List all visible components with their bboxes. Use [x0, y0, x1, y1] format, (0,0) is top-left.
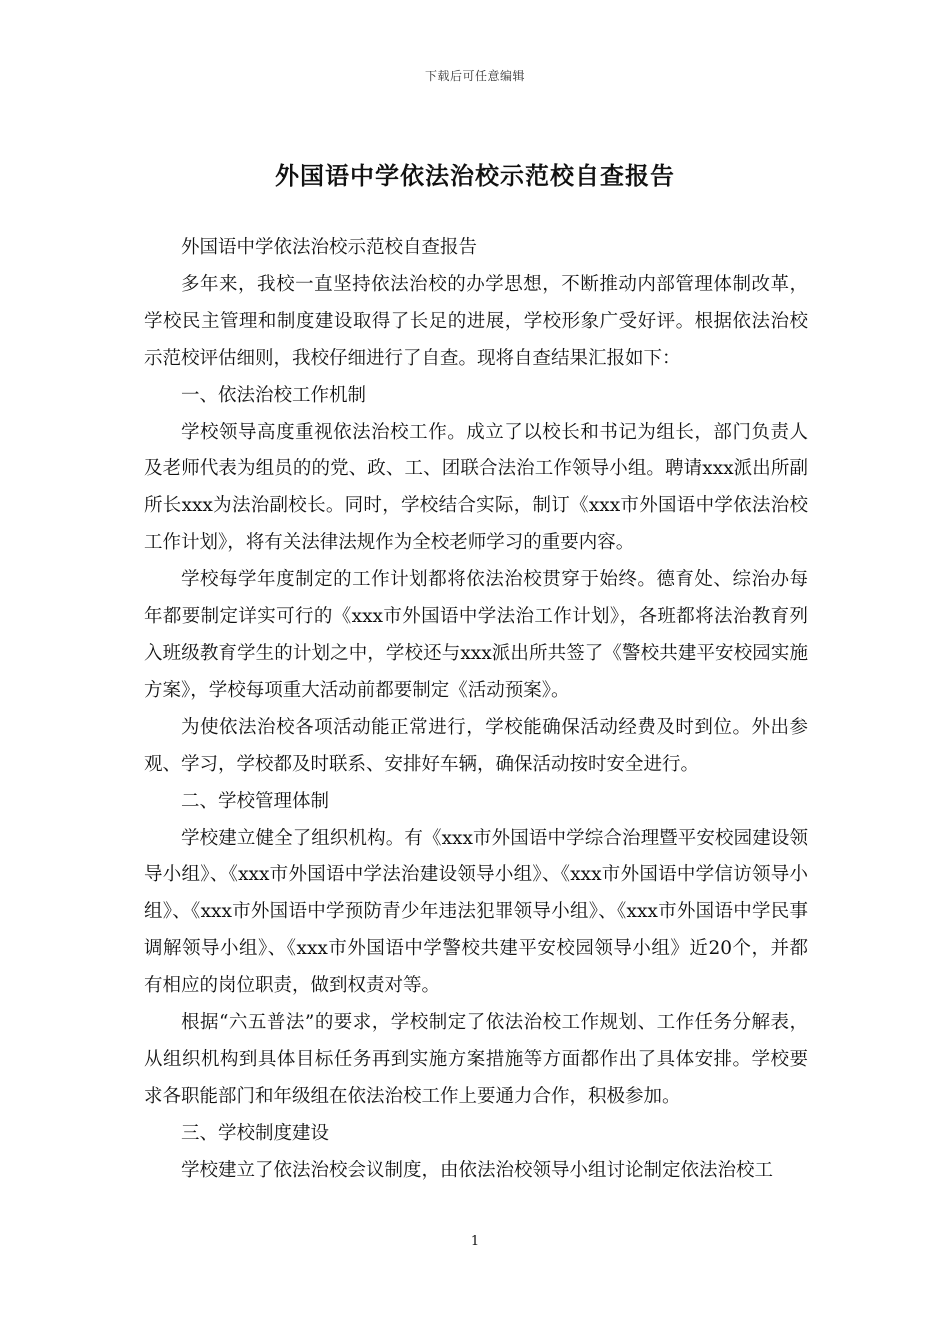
section-heading-2: 二、学校管理体制 [181, 790, 330, 812]
paragraph: 学校建立了依法治校会议制度，由依法治校领导小组讨论制定依法治校工 [181, 1159, 774, 1181]
document-title: 外国语中学依法治校示范校自查报告 [275, 161, 675, 190]
paragraph: 学校每学年度制定的工作计划都将依法治校贯穿于始终。德育处、综治办每年都要制定详实可行的《xxx市外国语中学法治工作计划》，各班都将法治教育列入班级教育学生的计划之中，学校还与xxx派出所共签了《警校共建平安校园实施方案》，学校每项重大活动前都要制定《活动预案》。 [144, 569, 808, 701]
paragraph-subtitle: 外国语中学依法治校示范校自查报告 [181, 237, 478, 258]
paragraph-intro: 多年来，我校一直坚持依法治校的办学思想，不断推动内部管理体制改革，学校民主管理和制度建设取得了长足的进展，学校形象广受好评。根据依法治校示范校评估细则，我校仔细进行了自查。现将自查结果汇报如下： [144, 273, 808, 369]
document-body [144, 230, 808, 1190]
paragraph: 学校建立健全了组织机构。有《xxx市外国语中学综合治理暨平安校园建设领导小组》、《xxx市外国语中学法治建设领导小组》、《xxx市外国语中学信访领导小组》、《xxx市外国语中学预防青少年违法犯罪领导小组》、《xxx市外国语中学民事调解领导小组》、《xxx市外国语中学警校共建平安校园领导小组》近20个，并都有相应的岗位职责，做到权责对等。 [144, 827, 808, 997]
paragraph: 学校领导高度重视依法治校工作。成立了以校长和书记为组长，部门负责人及老师代表为组员的的党、政、工、团联合法治工作领导小组。聘请xxx派出所副所长xxx为法治副校长。同时，学校结合实际，制订《xxx市外国语中学依法治校工作计划》，将有关法律法规作为全校老师学习的重要内容。 [144, 421, 808, 554]
paragraph: 根据“六五普法”的要求，学校制定了依法治校工作规划、工作任务分解表，从组织机构到具体目标任务再到实施方案措施等方面都作出了具体安排。学校要求各职能部门和年级组在依法治校工作上要通力合作，积极参加。 [144, 1012, 808, 1107]
header-note: 下载后可任意编辑 [424, 69, 525, 83]
section-heading-3: 三、学校制度建设 [181, 1122, 330, 1144]
section-heading-1: 一、依法治校工作机制 [181, 384, 367, 406]
page-number: 1 [470, 1234, 480, 1249]
paragraph: 为使依法治校各项活动能正常进行，学校能确保活动经费及时到位。外出参观、学习，学校都及时联系、安排好车辆，确保活动按时安全进行。 [144, 716, 808, 775]
